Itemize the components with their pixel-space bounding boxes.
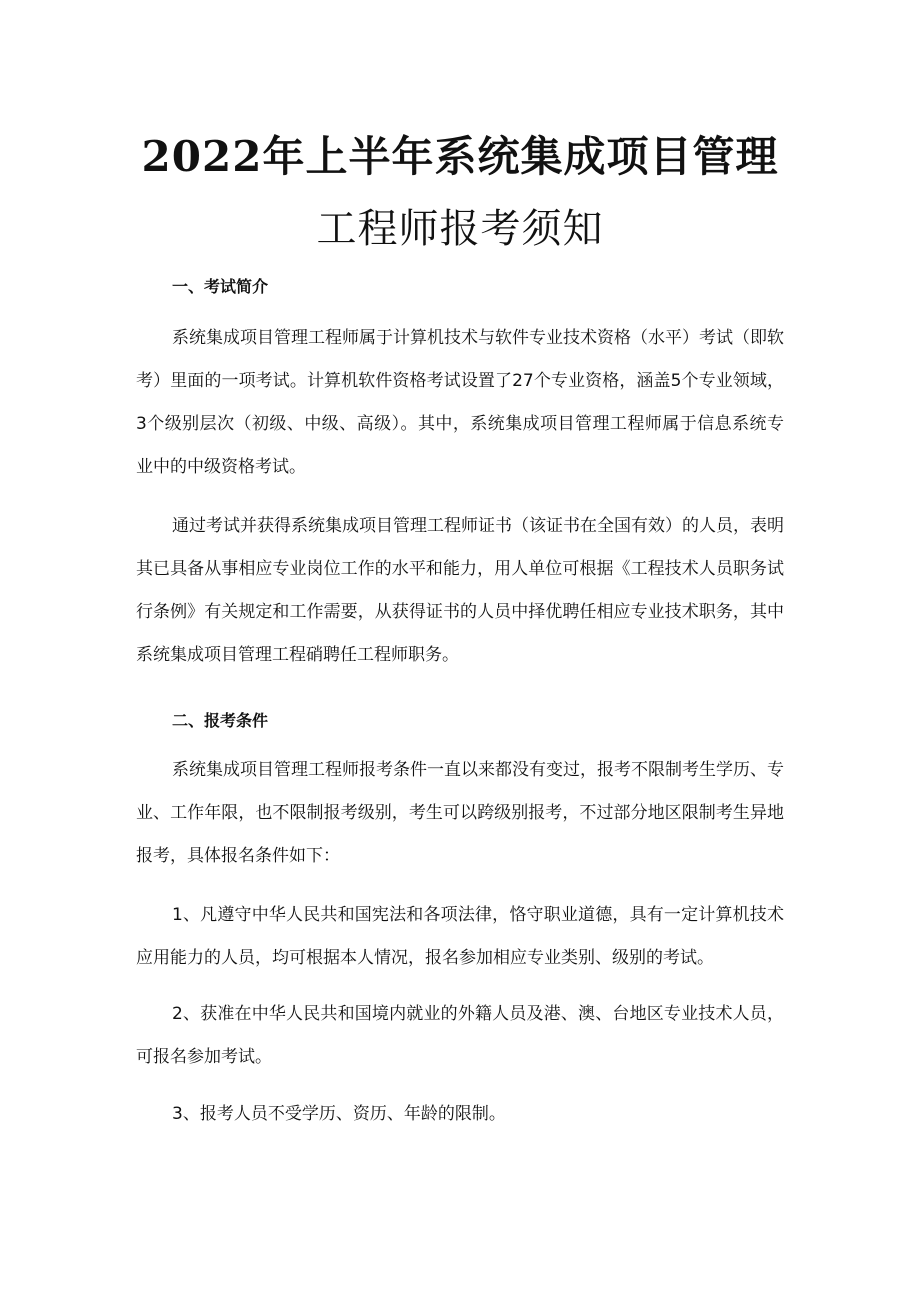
section2-heading: 二、报考条件 [172,711,269,730]
condition-item-1: 1、凡遵守中华人民共和国宪法和各项法律，恪守职业道德，具有一定计算机技术应用能力的人员，均可根据本人情况，报名参加相应专业类别、级别的考试。 [136,905,784,968]
document-title-line2: 工程师报考须知 [316,206,604,252]
condition-item-3: 3、报考人员不受学历、资历、年龄的限制。 [172,1104,506,1124]
section1-heading: 一、考试简介 [172,277,269,296]
document-title-line1: 2022年上半年系统集成项目管理 [141,132,779,181]
section1-paragraph2: 通过考试并获得系统集成项目管理工程师证书（该证书在全国有效）的人员，表明其已具备从事相应专业岗位工作的水平和能力，用人单位可根据《工程技术人员职务试行条例》有关规定和工作需要，从获得证书的人员中择优聘任相应专业技术职务，其中系统集成项目管理工程硝聘任工程师职务。 [136,516,784,665]
section1-paragraph1: 系统集成项目管理工程师属于计算机技术与软件专业技术资格（水平）考试（即软考）里面的一项考试。计算机软件资格考试设置了27个专业资格，涵盖5个专业领域，3个级别层次（初级、中级、高级）。其中，系统集成项目管理工程师属于信息系统专业中的中级资格考试。 [136,328,784,477]
condition-item-2: 2、获准在中华人民共和国境内就业的外籍人员及港、澳、台地区专业技术人员，可报名参加考试。 [136,1004,784,1067]
section2-paragraph1: 系统集成项目管理工程师报考条件一直以来都没有变过，报考不限制考生学历、专业、工作年限，也不限制报考级别，考生可以跨级别报考，不过部分地区限制考生异地报考，具体报名条件如下： [136,760,784,866]
